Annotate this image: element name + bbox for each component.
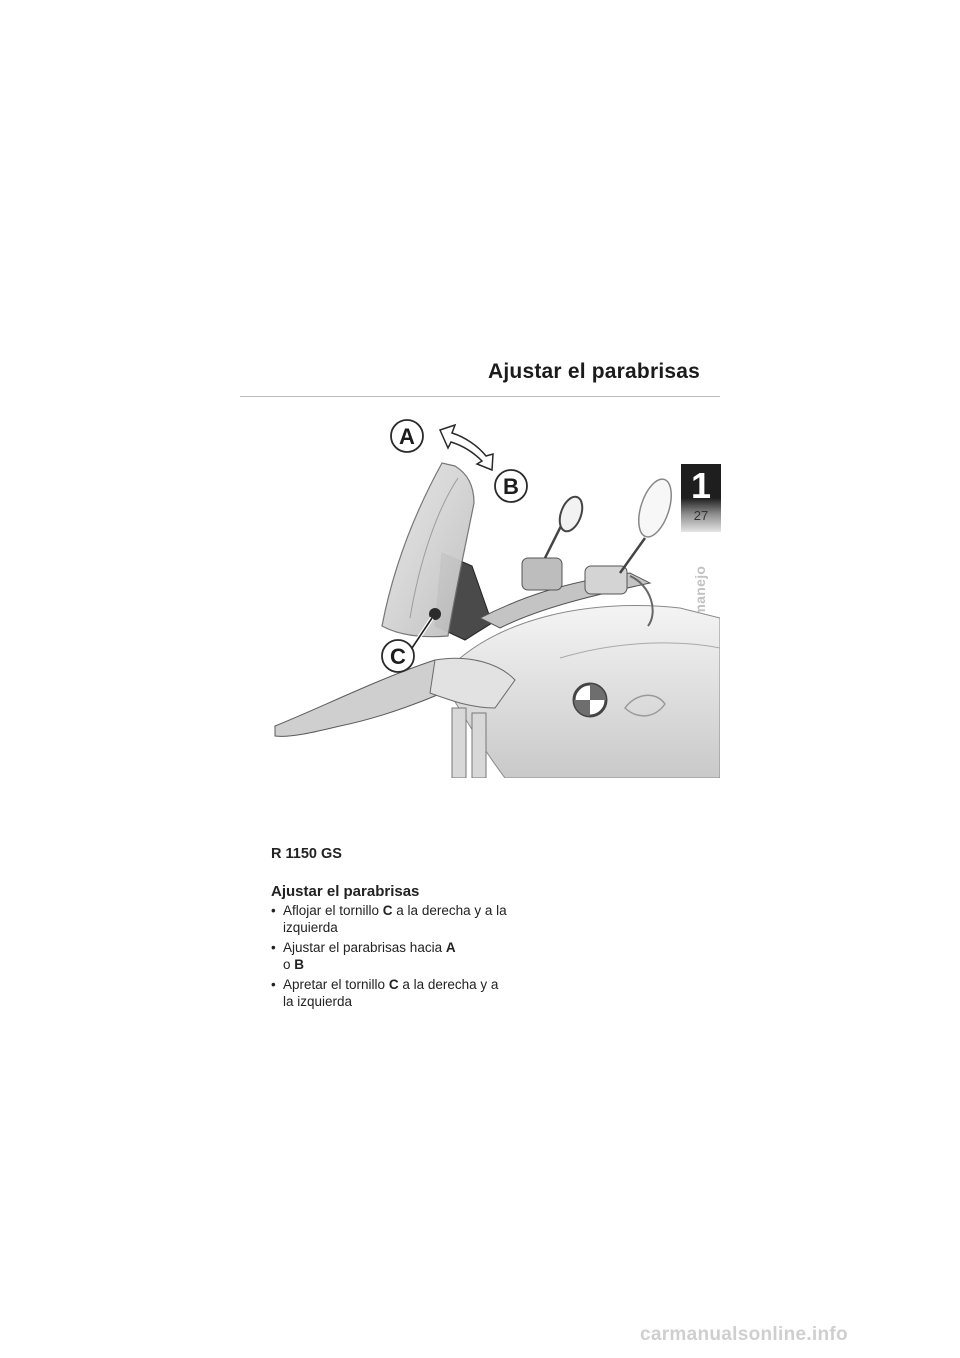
watermark: carmanualsonline.info [640, 1324, 848, 1345]
section-heading: Ajustar el parabrisas [271, 883, 420, 900]
bullet-icon: • [271, 940, 276, 955]
list-item: • Aflojar el tornillo C a la derecha y a la izquierda [271, 903, 507, 935]
windshield-illustration [260, 408, 720, 778]
page-number: 27 [693, 508, 709, 523]
chapter-number: 1 [690, 465, 712, 506]
instructions-block [271, 846, 511, 1013]
svg-text:C: C [390, 644, 406, 669]
svg-text:B: B [503, 474, 519, 499]
label-c [382, 640, 414, 672]
bullet-icon: • [271, 903, 276, 918]
svg-text:A: A [399, 424, 415, 449]
steps-list [271, 902, 511, 1010]
bullet-icon: • [271, 977, 276, 992]
list-item: • Ajustar el parabrisas hacia A o B [271, 940, 456, 972]
title-divider [240, 396, 720, 397]
bmw-logo-icon [574, 684, 606, 716]
label-b [495, 470, 527, 502]
list-item: • Apretar el tornillo C a la derecha y a la izquierda [271, 977, 499, 1009]
label-a [390, 419, 424, 453]
model-name: R 1150 GS [271, 846, 342, 862]
page-title: Ajustar el parabrisas [488, 360, 700, 383]
adjustment-arrow-icon [440, 425, 493, 470]
motorcycle-windshield-drawing [260, 408, 720, 778]
